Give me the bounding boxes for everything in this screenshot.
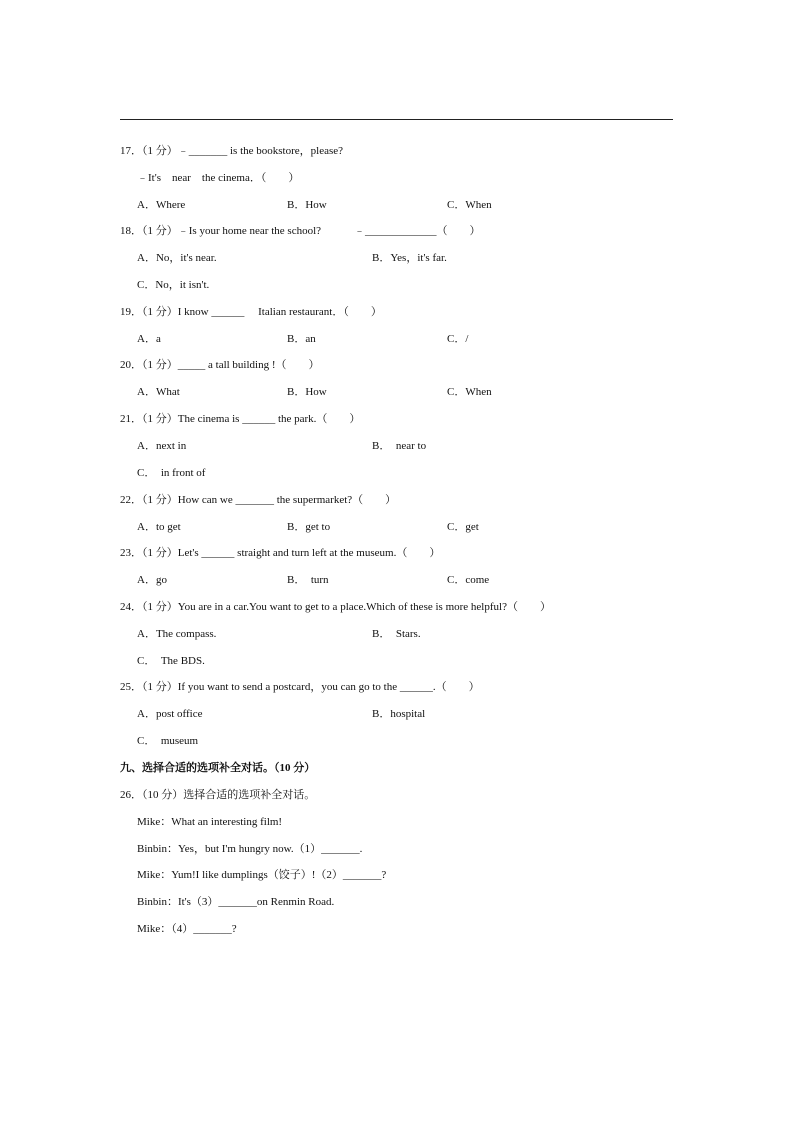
section-title: 九、选择合适的选项补全对话。（10 分）: [120, 762, 316, 774]
q17-stem-line2: ﹣It's near the cinema．（ ）: [137, 172, 300, 184]
q21-stem: 21．（1 分）The cinema is ______ the park.（ ）: [120, 413, 361, 425]
q20-option-a: A．What: [137, 386, 180, 398]
q24-option-c: C． The BDS.: [137, 655, 205, 667]
q24-stem: 24．（1 分）You are in a car.You want to get to a place.Which of these is more helpful?（ ）: [120, 601, 551, 613]
q17-option-b: B．How: [287, 199, 327, 211]
q22-option-a: A．to get: [137, 521, 181, 533]
dialogue-line: Binbin：Yes，but I'm hungry now.（1）_______.: [137, 843, 363, 855]
q25-option-a: A．post office: [137, 708, 203, 720]
q23-option-b: B． turn: [287, 574, 329, 586]
q17-option-c: C．When: [447, 199, 492, 211]
q17-stem: 17．（1 分）﹣_______ is the bookstore，please?: [120, 145, 344, 157]
q22-stem: 22．（1 分）How can we _______ the supermarket?（ ）: [120, 494, 397, 506]
q24-option-b: B． Stars.: [372, 628, 421, 640]
q19-option-c: C．/: [447, 333, 469, 345]
q18-option-c: C．No，it isn't.: [137, 279, 210, 291]
q18-option-a: A．No，it's near.: [137, 252, 217, 264]
q24-option-a: A．The compass.: [137, 628, 217, 640]
q19-stem: 19．（1 分）I know ______ Italian restaurant．（ ）: [120, 306, 382, 318]
q21-option-a: A．next in: [137, 440, 187, 452]
dialogue-line: Binbin：It's（3）_______on Renmin Road.: [137, 896, 335, 908]
dialogue-line: Mike：（4）_______?: [137, 923, 237, 935]
q18-option-b: B．Yes，it's far.: [372, 252, 447, 264]
q20-option-b: B．How: [287, 386, 327, 398]
q23-option-a: A．go: [137, 574, 167, 586]
q23-stem: 23．（1 分）Let's ______ straight and turn left at the museum.（ ）: [120, 547, 441, 559]
q25-option-c: C． museum: [137, 735, 199, 747]
q19-option-b: B．an: [287, 333, 316, 345]
q25-stem: 25．（1 分）If you want to send a postcard，you can go to the ______.（ ）: [120, 681, 480, 693]
q26-stem: 26．（10 分）选择合适的选项补全对话。: [120, 789, 316, 801]
q17-option-a: A．Where: [137, 199, 186, 211]
dialogue-line: Mike：Yum!I like dumplings（饺子）!（2）_______?: [137, 869, 387, 881]
q25-option-b: B．hospital: [372, 708, 426, 720]
q21-option-b: B． near to: [372, 440, 427, 452]
q22-option-b: B．get to: [287, 521, 331, 533]
q19-option-a: A．a: [137, 333, 161, 345]
q18-stem: 18．（1 分）﹣Is your home near the school? ﹣_____________（ ）: [120, 225, 481, 237]
q20-option-c: C．When: [447, 386, 492, 398]
q23-option-c: C．come: [447, 574, 490, 586]
q22-option-c: C．get: [447, 521, 479, 533]
q20-stem: 20．（1 分）_____ a tall building !（ ）: [120, 359, 320, 371]
dialogue-line: Mike：What an interesting film!: [137, 816, 283, 828]
header-divider: [120, 119, 673, 120]
q21-option-c: C． in front of: [137, 467, 206, 479]
